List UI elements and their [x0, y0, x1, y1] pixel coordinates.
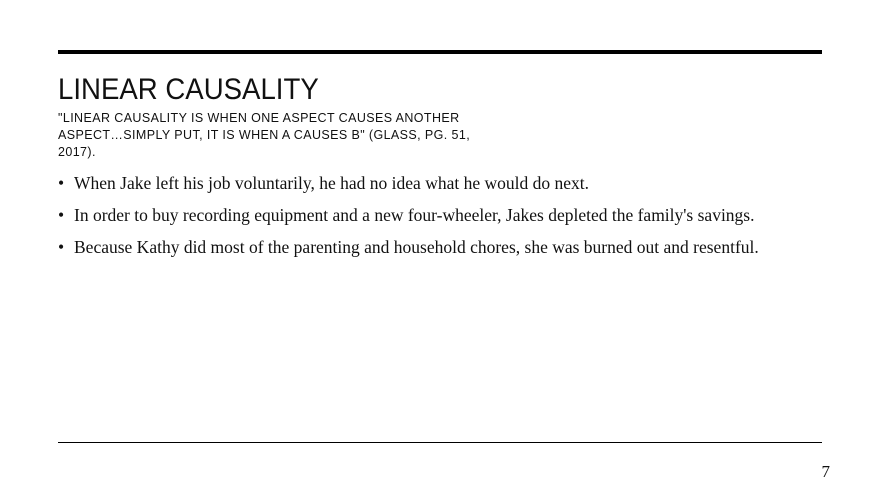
bottom-divider	[58, 442, 822, 443]
bullet-icon: •	[58, 237, 65, 257]
bullet-item	[58, 170, 778, 197]
bullet-text: When Jake left his job voluntarily, he had no idea what he would do next.	[74, 173, 589, 193]
slide-title: LINEAR CAUSALITY	[58, 73, 319, 106]
bullet-list	[58, 170, 778, 266]
bullet-icon: •	[58, 173, 65, 193]
slide-subtitle: "LINEAR CAUSALITY IS WHEN ONE ASPECT CAUSES ANOTHER ASPECT…SIMPLY PUT, IT IS WHEN A CAUSES B" (GLASS, PG. 51, 2017).	[58, 111, 471, 159]
page-number: 7	[821, 462, 830, 481]
bullet-text: In order to buy recording equipment and a new four-wheeler, Jakes depleted the family's savings.	[74, 205, 755, 225]
top-divider	[58, 50, 822, 54]
bullet-item	[58, 202, 778, 229]
bullet-icon: •	[58, 205, 65, 225]
bullet-item	[58, 234, 778, 261]
bullet-text: Because Kathy did most of the parenting and household chores, she was burned out and resentful.	[74, 237, 759, 257]
